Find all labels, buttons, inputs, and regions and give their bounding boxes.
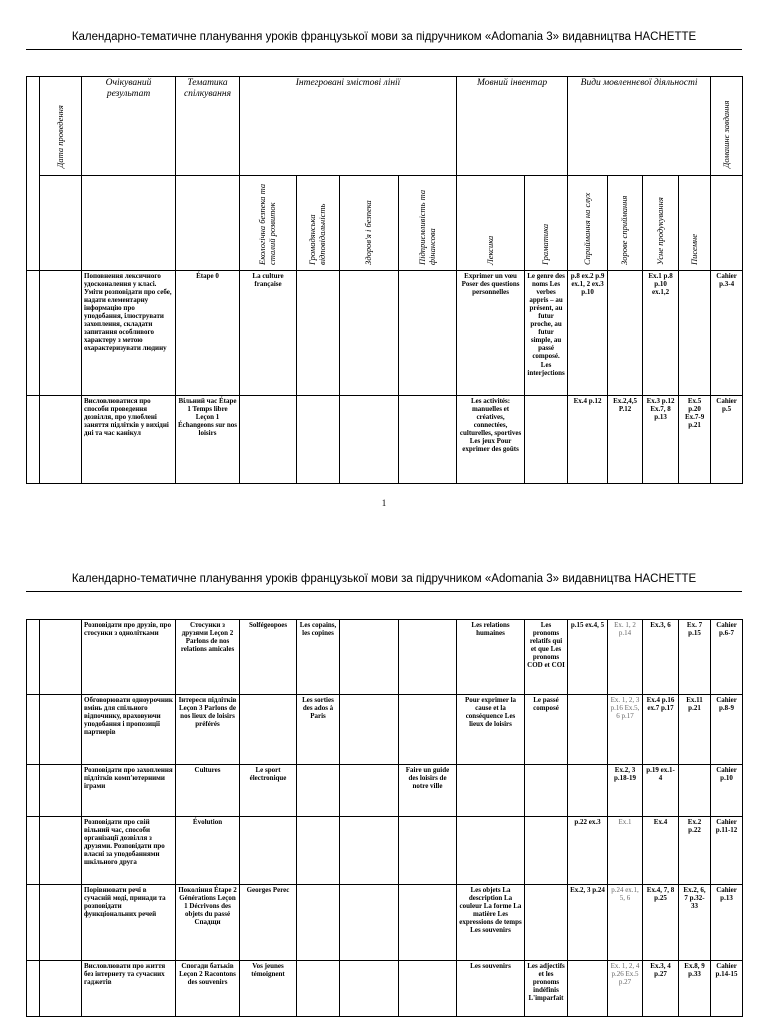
table-row: Розповідати про друзів, про стосунки з однолітками Стосунки з друзями Leçon 2 Parlons de nos relations amicales Solfégeopoes Les copains, les copines Les relations humaines Les pronoms relatifs qui et que Les pronoms COD et COI p.15 ex.4, 5 Ex. 1, 2 p.14 Ex.3, 6 Ex. 7 p.15 Cahier p.6-7 — [27, 620, 743, 695]
plan-table-page-2 — [26, 619, 743, 1017]
header-health: Здоров'я і безпека — [340, 176, 399, 271]
plan-table-page-1 — [26, 76, 743, 484]
header-grammar: Граматика — [525, 176, 568, 271]
header-ecology: Екологічна безпека та сталий розвиток — [240, 176, 297, 271]
header-row-2 — [27, 176, 743, 271]
title-rule — [26, 49, 742, 50]
header-date: Дата проведення — [40, 77, 82, 176]
table-row: Висловлювати про життя без інтернету та сучасних гаджетів Спогади батьків Leçon 2 Racontons des souvenirs Vos jeunes témoignent Les souvenirs Les adjectifs et les pronoms indéfinis L'imparfait Ex. 1, 2, 4 p.26 Ex.5 p.27 Ex.3, 4 p.27 Ex.8, 9 p.33 Cahier p.14-15 — [27, 961, 743, 1017]
table-row: Порівнювати речі в сучасній моді, принади та розповідати функціональних речей Покоління Étape 2 Générations Leçon 1 Décrivons des objets du passé Спадщи Georges Perec Les objets La description La couleur La forme La matière Les expressions de temps Les souvenirs Ex.2, 3 p.24 p.24 ex.1, 5, 6 Ex.4, 7, 8 p.25 Ex.2, 6, 7 p.32-33 Cahier p.13 — [27, 885, 743, 961]
table-row: Поповнення лексичного удосконалення у класі. Уміти розповідати про себе, надати елементарну інформацію про уподобання, ілюструвати захоплення, складати запитання особливого характеру з метою охарактеризувати людину Étape 0 La culture française Exprimer un vœu Poser des questions personnelles Le genre des noms Les verbes appris – au présent, au futur proche, au futur simple, au passé composé. Les interjections p.8 ex.2 p.9 ex.1, 2 ex.3 p.10 Ex.1 p.8 p.10 ex.1,2 Cahier p.3-4 — [27, 271, 743, 396]
page-title-2: Календарно-тематичне планування уроків французької мови за підручником «Adomania 3» видавництва HACHETTE — [71, 573, 697, 585]
header-result: Очікуваний результат — [82, 77, 176, 176]
page-title: Календарно-тематичне планування уроків французької мови за підручником «Adomania 3» видавництва HACHETTE — [71, 31, 697, 43]
header-homework: Домашнє завдання — [711, 77, 743, 176]
table-row: Обговорювати одноурочник вмінь для спільного відпочинку, враховуючи уподобання і пропозиції партнерів Інтереси підлітків Leçon 3 Parlons de nos lieux de loisirs préférés Les sorties des ados à Paris Pour exprimer la cause et la conséquence Les lieux de loisirs Le passé composé Ex. 1, 2, 3 p.16 Ex.5, 6 p.17 Ex.4 p.16 ex.7 p.17 Ex.11 p.21 Cahier p.8-9 — [27, 695, 743, 765]
header-lexis: Лексика — [457, 176, 525, 271]
title-rule-2 — [26, 591, 742, 592]
header-activities: Види мовленнєвої діяльності — [568, 77, 711, 176]
table-row: Розповідати про захоплення підлітків комп'ютерними іграми Cultures Le sport électronique Faire un guide des loisirs de notre ville Ex.2, 3 p.18-19 p.19 ex.1-4 Cahier p.10 — [27, 765, 743, 817]
header-row-1 — [27, 77, 743, 176]
header-theme: Тематика спілкування — [176, 77, 240, 176]
header-listening: Сприймання на слух — [568, 176, 608, 271]
table-row: Висловлюватися про способи проведення дозвілля, про улюблені заняття підлітків у вихідні дні та час канікул Вільний час Étape 1 Temps libre Leçon 1 Échangeons sur nos loisirs Les activités: manuelles et créatives, connectées, culturelles, sportives Les jeux Pour exprimer des goûts Ex.4 p.12 Ex.2,4,5 P.12 Ex.3 p.12 Ex.7, 8 p.13 Ex.5 p.20 Ex.7-9 p.21 Cahier p.5 — [27, 396, 743, 484]
header-integrated: Інтегровані змістові лінії — [240, 77, 457, 176]
header-entrepreneurship: Підприємливість та фінансова — [399, 176, 457, 271]
table-row: Розповідати про свій вільний час, способи організації дозвілля з друзями. Розповідати про власні за уподобаннями шкільного друга Évolution p.22 ex.3 Ex.1 Ex.4 Ex.2 p.22 Cahier p.11-12 — [27, 817, 743, 885]
header-reading: Зорове сприймання — [608, 176, 643, 271]
header-index — [27, 77, 40, 271]
header-writing: Писемне — [679, 176, 711, 271]
header-civic: Громадянська відповідальність — [297, 176, 340, 271]
header-speaking: Усне продукування — [643, 176, 679, 271]
page-number: 1 — [381, 498, 387, 508]
header-language: Мовний інвентар — [457, 77, 568, 176]
